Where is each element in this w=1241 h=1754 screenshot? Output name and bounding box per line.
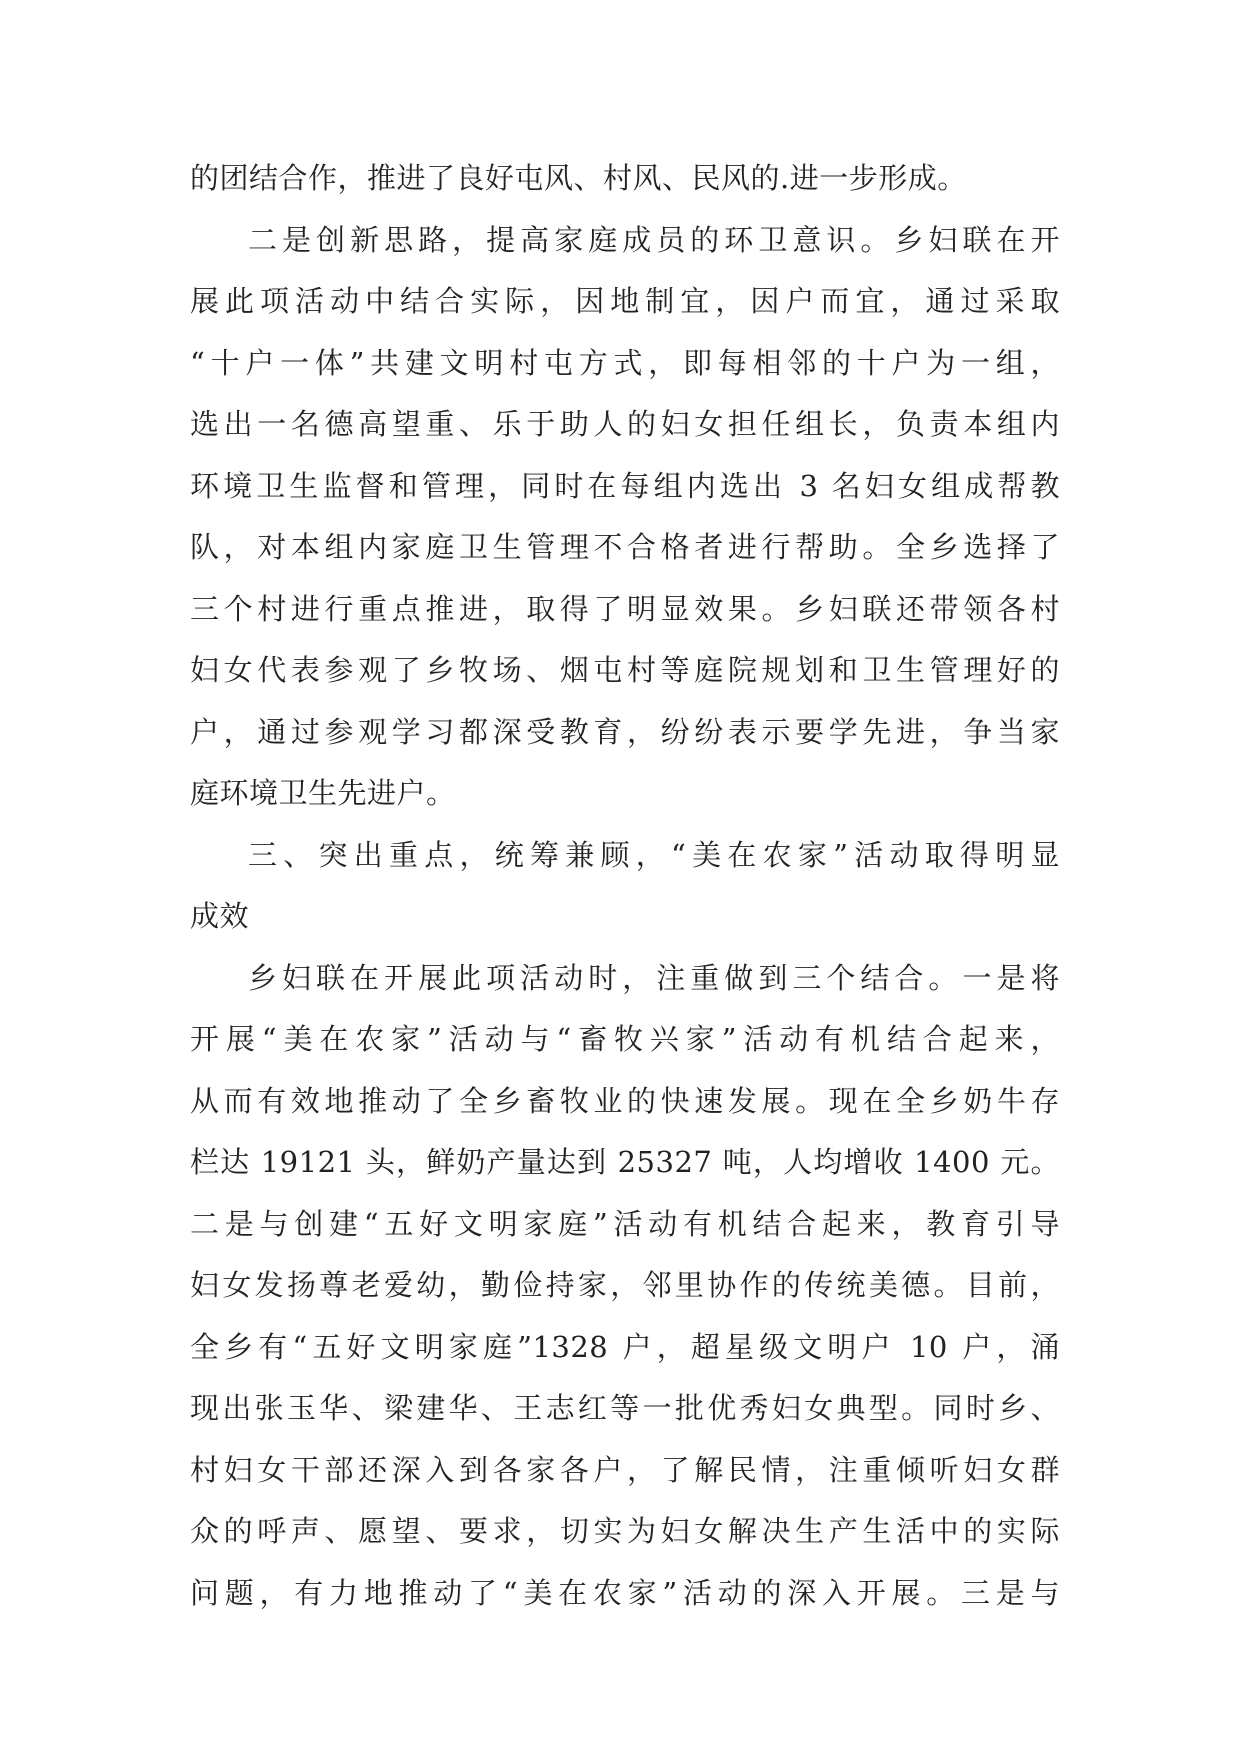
text-line: “十户一体”共建文明村屯方式，即每相邻的十户为一组，: [190, 345, 1060, 380]
text-line: 三个村进行重点推进，取得了明显效果。乡妇联还带领各村: [190, 591, 1060, 626]
text-line: 栏达 19121 头，鲜奶产量达到 25327 吨，人均增收 1400 元。: [190, 1145, 1060, 1179]
section-heading-line: 三、突出重点，统筹兼顾，“美在农家”活动取得明显: [248, 837, 1060, 872]
text-line: 众的呼声、愿望、要求，切实为妇女解决生产生活中的实际: [190, 1514, 1060, 1548]
text-line: 乡妇联在开展此项活动时，注重做到三个结合。一是将: [248, 960, 1060, 995]
text-line: 庭环境卫生先进户。: [190, 776, 456, 810]
text-line: 二是创新思路，提高家庭成员的环卫意识。乡妇联在开: [248, 222, 1060, 257]
text-line: 全乡有“五好文明家庭”1328 户，超星级文明户 10 户，涌: [190, 1329, 1060, 1364]
text-line: 二是与创建“五好文明家庭”活动有机结合起来，教育引导: [190, 1206, 1060, 1241]
text-line: 户，通过参观学习都深受教育，纷纷表示要学先进，争当家: [190, 714, 1060, 749]
document-body: [190, 148, 1060, 1624]
text-line: 队，对本组内家庭卫生管理不合格者进行帮助。全乡选择了: [190, 530, 1060, 564]
text-line: 村妇女干部还深入到各家各户，了解民情，注重倾听妇女群: [190, 1452, 1060, 1487]
text-line: 选出一名德高望重、乐于助人的妇女担任组长，负责本组内: [190, 407, 1060, 441]
text-line: 妇女代表参观了乡牧场、烟屯村等庭院规划和卫生管理好的: [190, 653, 1060, 687]
section-heading-line: 成效: [190, 899, 250, 933]
text-line: 的团结合作，推进了良好屯风、村风、民风的.进一步形成。: [190, 161, 967, 195]
text-line: 展此项活动中结合实际，因地制宜，因户而宜，通过采取: [190, 284, 1060, 318]
text-line: 从而有效地推动了全乡畜牧业的快速发展。现在全乡奶牛存: [190, 1083, 1060, 1118]
text-line: 现出张玉华、梁建华、王志红等一批优秀妇女典型。同时乡、: [190, 1391, 1060, 1425]
text-line: 妇女发扬尊老爱幼，勤俭持家，邻里协作的传统美德。目前，: [190, 1268, 1060, 1302]
text-line: 开展“美在农家”活动与“畜牧兴家”活动有机结合起来，: [190, 1022, 1060, 1056]
text-line: 环境卫生监督和管理，同时在每组内选出 3 名妇女组成帮教: [190, 468, 1060, 503]
text-line: 问题，有力地推动了“美在农家”活动的深入开展。三是与: [190, 1575, 1060, 1610]
